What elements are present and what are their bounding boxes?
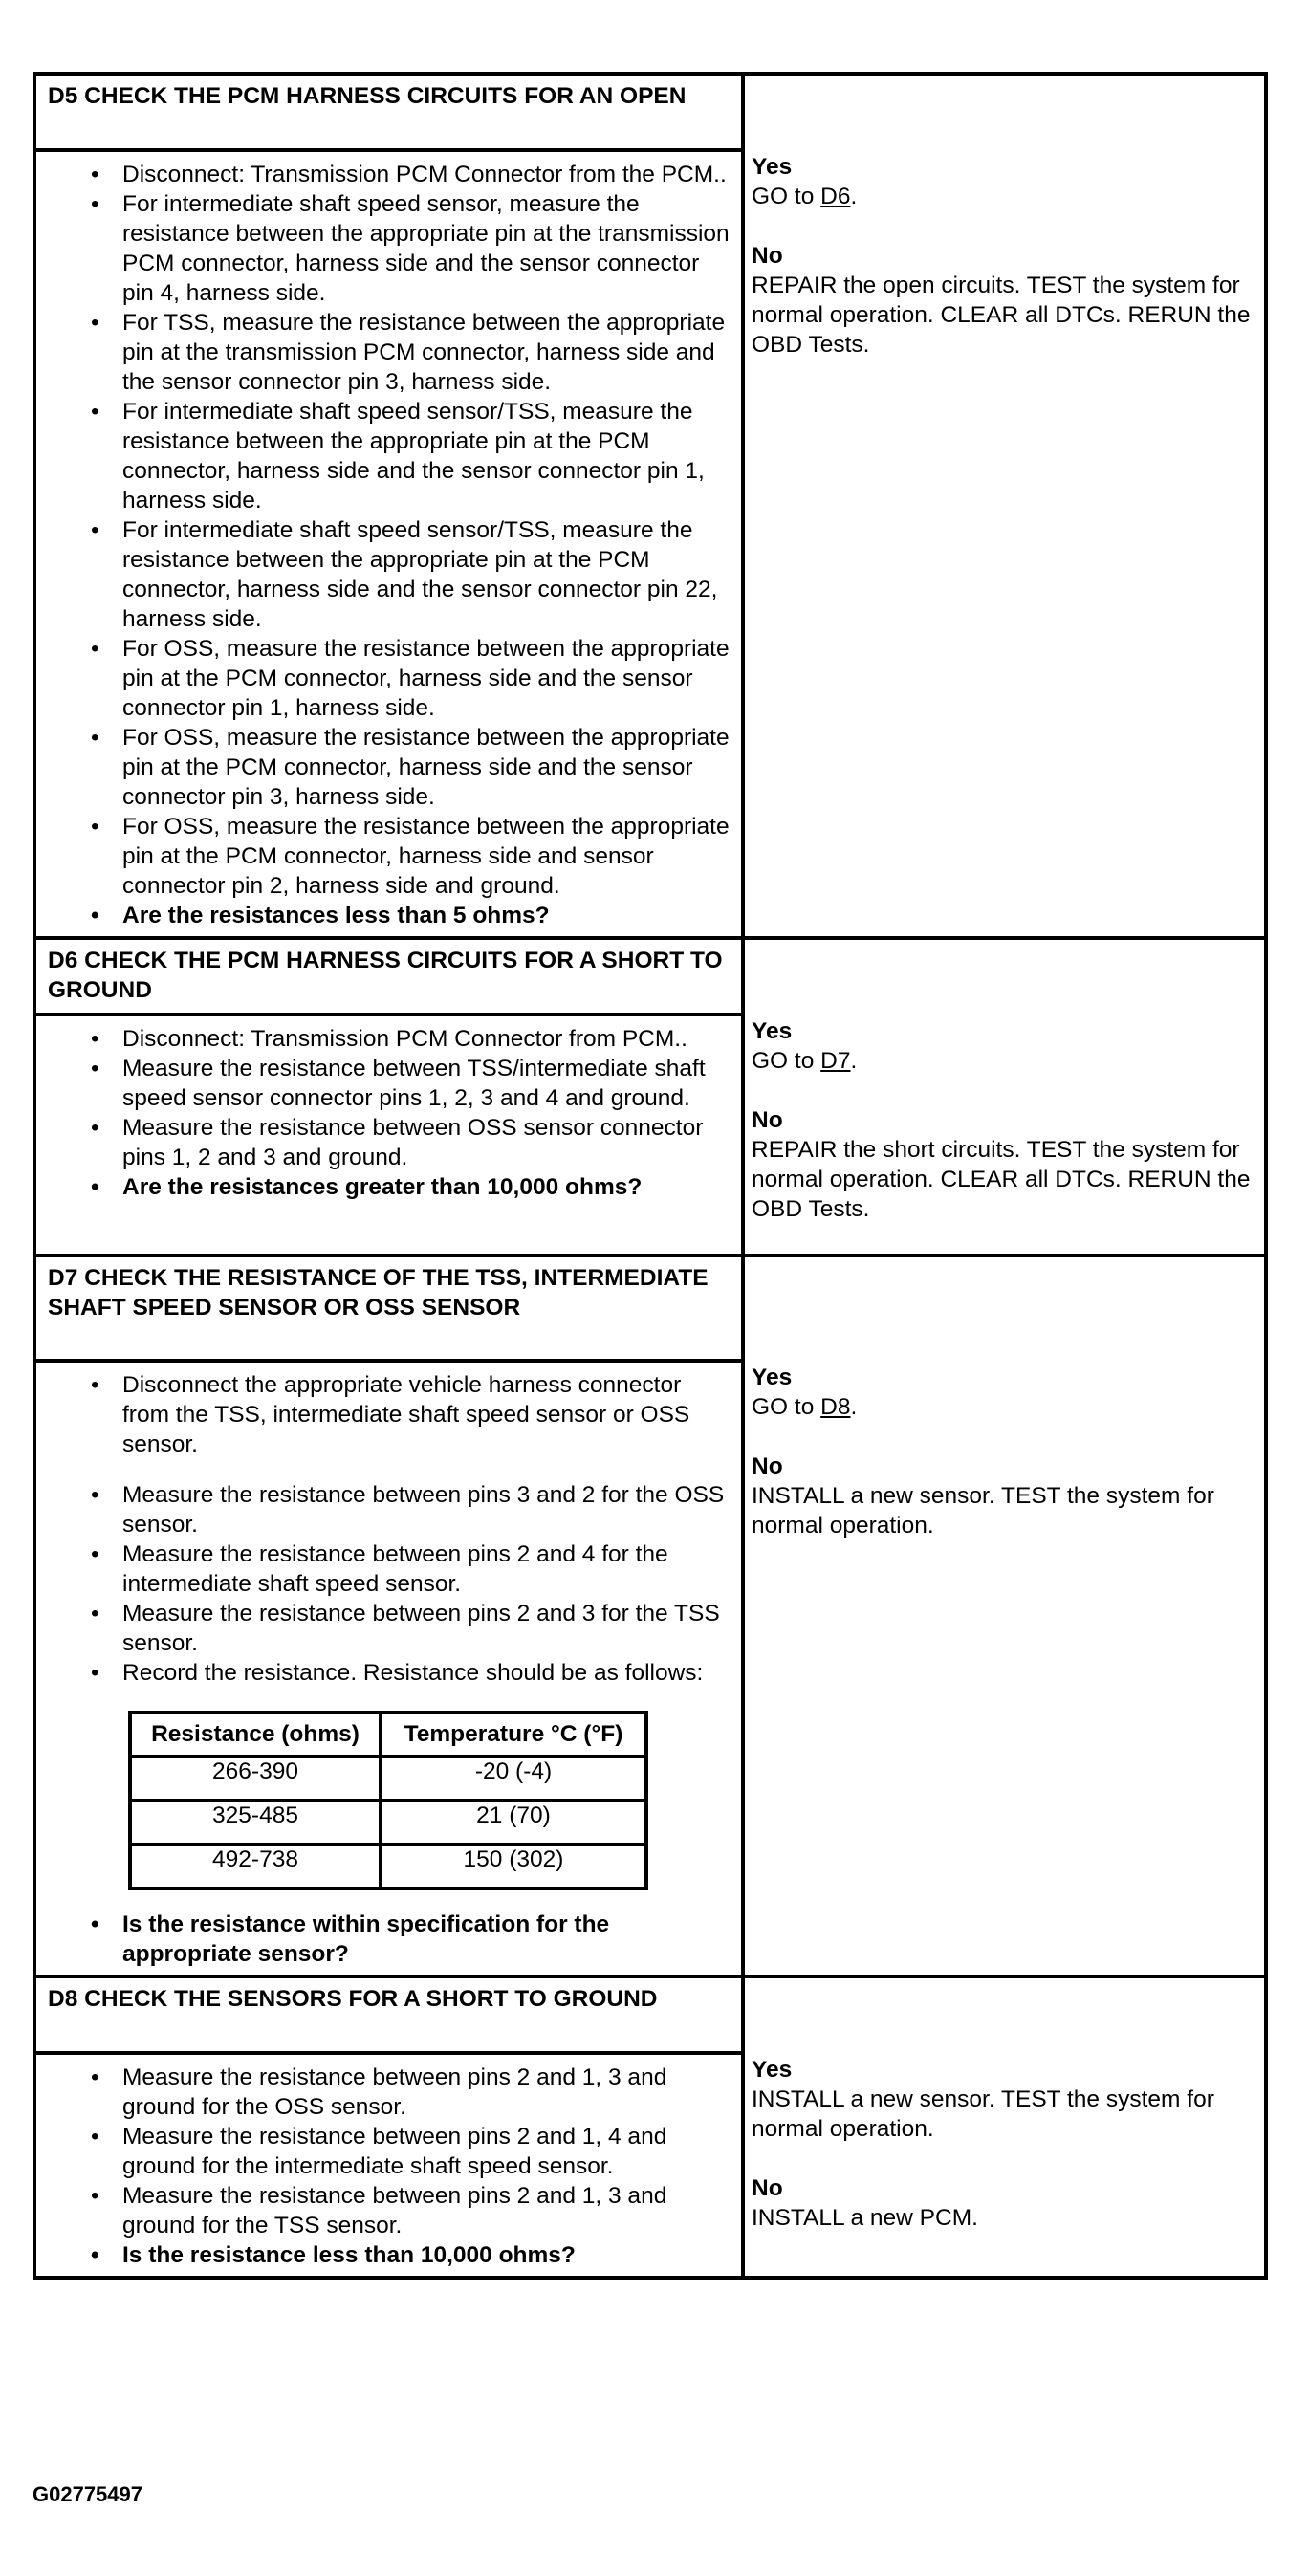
table-cell: 150 (302) [381,1845,646,1888]
diagnostic-steps-table [33,72,1268,2280]
list-item: • Disconnect: Transmission PCM Connector from the PCM.. [122,160,731,189]
step-row-d8 [34,1976,1266,2278]
step-d8-title: D8 CHECK THE SENSORS FOR A SHORT TO GROUND [36,1978,741,2055]
step-d5-title: D5 CHECK THE PCM HARNESS CIRCUITS FOR AN OPEN [36,76,741,152]
yes-text: INSTALL a new sensor. TEST the system for normal operation. [752,2086,1214,2142]
list-item: • For TSS, measure the resistance between the appropriate pin at the transmission PCM connector, harness side and the sensor connector pin 3, harness side. [122,308,731,397]
list-item: • For OSS, measure the resistance between the appropriate pin at the PCM connector, harness side and sensor connector pin 2, harness side and ground. [122,812,731,901]
no-label: No [752,1453,783,1479]
no-text: INSTALL a new PCM. [752,2205,978,2231]
list-item: • For intermediate shaft speed sensor/TSS, measure the resistance between the appropriate pin at the PCM connector, harness side and the sensor connector pin 22, harness side. [122,515,731,634]
table-cell: 266-390 [130,1757,381,1801]
step-d7-procedure [34,1255,743,1976]
yes-text: GO to [752,1394,815,1420]
yes-label: Yes [752,1018,793,1044]
link-d7[interactable]: D7 [820,1048,851,1074]
yes-label: Yes [752,2057,793,2083]
step-d6-procedure [34,938,743,1255]
link-d6[interactable]: D6 [820,184,851,209]
step-d5-result [743,74,1266,938]
step-d7-question-list [36,1910,741,1975]
step-d8-question: • Is the resistance less than 10,000 ohms? [122,2240,731,2270]
list-item: • Measure the resistance between pins 2 and 3 for the TSS sensor. [122,1599,731,1658]
list-item: • For intermediate shaft speed sensor/TSS, measure the resistance between the appropriate pin at the PCM connector, harness side and the sensor connector pin 1, harness side. [122,397,731,515]
list-item: • Measure the resistance between pins 3 and 2 for the OSS sensor. [122,1480,731,1539]
step-d5-procedure [34,74,743,938]
step-d6-bullets [36,1016,741,1208]
list-item: • Measure the resistance between pins 2 and 1, 3 and ground for the OSS sensor. [122,2063,731,2122]
step-d8-procedure [34,1976,743,2278]
table-row [130,1845,646,1888]
yes-label: Yes [752,1364,793,1390]
list-item: • Disconnect the appropriate vehicle harness connector from the TSS, intermediate shaft speed sensor or OSS sensor. [122,1370,731,1459]
step-d7-bullets [36,1363,741,1693]
list-item: • For OSS, measure the resistance between the appropriate pin at the PCM connector, harness side and the sensor connector pin 3, harness side. [122,723,731,812]
yes-text: GO to [752,1048,815,1074]
list-item: • For OSS, measure the resistance between the appropriate pin at the PCM connector, harness side and the sensor connector pin 1, harness side. [122,634,731,723]
table-cell: 325-485 [130,1801,381,1845]
figure-id: G02775497 [33,2482,142,2506]
table-cell: 492-738 [130,1845,381,1888]
list-item: • Measure the resistance between OSS sensor connector pins 1, 2 and 3 and ground. [122,1113,731,1172]
table-cell: 21 (70) [381,1801,646,1845]
link-d8[interactable]: D8 [820,1394,851,1420]
no-label: No [752,1107,783,1133]
table-header-row [130,1713,646,1757]
step-d6-result [743,938,1266,1255]
list-item: • Measure the resistance between pins 2 and 1, 3 and ground for the TSS sensor. [122,2181,731,2240]
list-item: • Record the resistance. Resistance should be as follows: [122,1658,731,1688]
step-d7-question: • Is the resistance within specification for the appropriate sensor? [122,1910,731,1969]
yes-text: GO to [752,184,815,209]
step-d5-question: • Are the resistances less than 5 ohms? [122,901,731,930]
table-cell: -20 (-4) [381,1757,646,1801]
no-label: No [752,2175,783,2201]
resistance-spec-table [128,1711,648,1890]
no-text: REPAIR the short circuits. TEST the system for normal operation. CLEAR all DTCs. RERUN the OBD Tests. [752,1137,1251,1222]
list-item: • For intermediate shaft speed sensor, measure the resistance between the appropriate pin at the transmission PCM connector, harness side and the sensor connector pin 4, harness side. [122,189,731,308]
yes-after: . [850,1048,858,1074]
step-row-d5 [34,74,1266,938]
step-d5-bullets [36,152,741,936]
list-item: • Measure the resistance between pins 2 and 1, 4 and ground for the intermediate shaft speed sensor. [122,2122,731,2181]
column-header: Temperature °C (°F) [381,1713,646,1757]
yes-label: Yes [752,154,793,180]
step-row-d6 [34,938,1266,1255]
step-d7-title: D7 CHECK THE RESISTANCE OF THE TSS, INTERMEDIATE SHAFT SPEED SENSOR OR OSS SENSOR [36,1257,741,1363]
yes-after: . [850,1394,858,1420]
step-d6-title: D6 CHECK THE PCM HARNESS CIRCUITS FOR A SHORT TO GROUND [36,940,741,1016]
step-d7-result [743,1255,1266,1976]
no-label: No [752,243,783,269]
column-header: Resistance (ohms) [130,1713,381,1757]
table-row [130,1801,646,1845]
step-row-d7 [34,1255,1266,1976]
step-d8-bullets [36,2055,741,2276]
list-item: • Measure the resistance between TSS/intermediate shaft speed sensor connector pins 1, 2, 3 and 4 and ground. [122,1054,731,1113]
table-row [130,1757,646,1801]
no-text: INSTALL a new sensor. TEST the system for normal operation. [752,1483,1214,1539]
step-d8-result [743,1976,1266,2278]
step-d6-question: • Are the resistances greater than 10,000 ohms? [122,1172,731,1202]
list-item: • Disconnect: Transmission PCM Connector from PCM.. [122,1024,731,1054]
list-item: • Measure the resistance between pins 2 and 4 for the intermediate shaft speed sensor. [122,1539,731,1599]
yes-after: . [850,184,858,209]
no-text: REPAIR the open circuits. TEST the system for normal operation. CLEAR all DTCs. RERUN the OBD Tests. [752,273,1251,358]
